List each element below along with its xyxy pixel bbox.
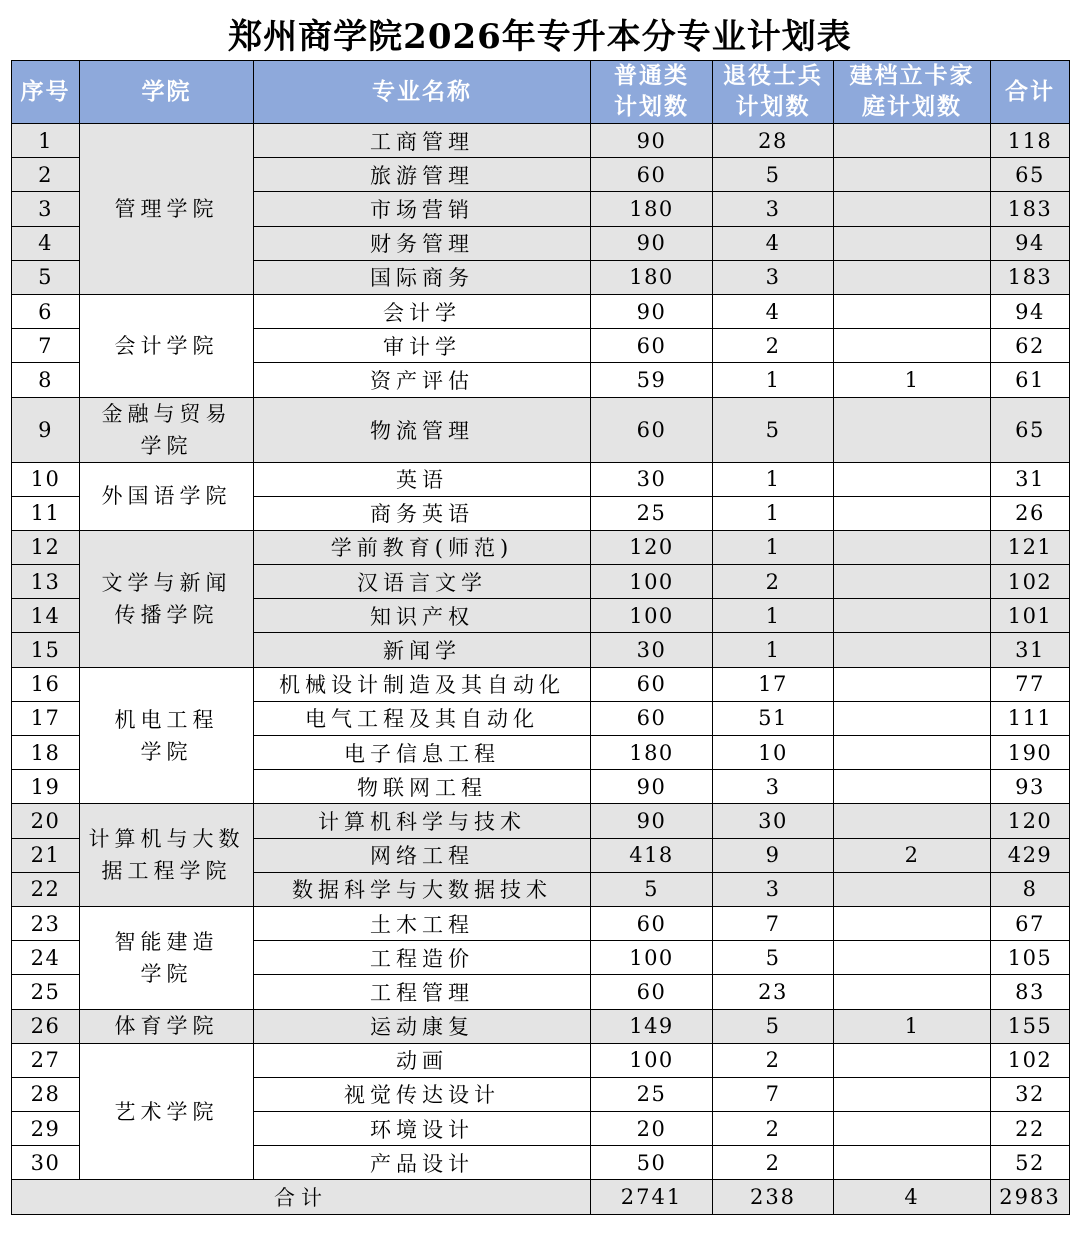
general-plan-cell: 60: [591, 158, 713, 192]
total-cell: 102: [991, 565, 1070, 599]
college-cell: [80, 1009, 254, 1043]
seq-cell: 17: [12, 701, 80, 735]
major-cell: 动画: [254, 1043, 591, 1077]
table-row: [12, 124, 1070, 158]
veteran-plan-cell: 2: [713, 1043, 834, 1077]
major-cell: 资产评估: [254, 363, 591, 397]
college-name-line: 据工程学院: [101, 859, 232, 884]
college-cell: [80, 804, 254, 907]
general-plan-cell: 180: [591, 260, 713, 294]
college-cell: [80, 294, 254, 397]
seq-cell: 19: [12, 770, 80, 804]
veteran-plan-cell: 5: [713, 158, 834, 192]
major-cell: 网络工程: [254, 838, 591, 872]
major-cell: 汉语言文学: [254, 565, 591, 599]
seq-cell: 9: [12, 397, 80, 462]
table-row: [12, 804, 1070, 838]
total-cell: 94: [991, 226, 1070, 260]
veteran-plan-cell: 30: [713, 804, 834, 838]
general-plan-cell: 90: [591, 124, 713, 158]
college-name-line: 金融与贸易: [101, 401, 232, 426]
seq-cell: 1: [12, 124, 80, 158]
total-cell: 61: [991, 363, 1070, 397]
header-college: 学院: [80, 61, 254, 124]
veteran-plan-cell: 5: [713, 1009, 834, 1043]
poverty-plan-cell: [834, 158, 991, 192]
total-cell: 67: [991, 906, 1070, 940]
veteran-plan-cell: 4: [713, 226, 834, 260]
poverty-plan-cell: [834, 294, 991, 328]
header-poverty-line-2: 庭计划数: [862, 94, 962, 120]
total-cell: 22: [991, 1112, 1070, 1146]
header-poverty-line-1: 建档立卡家: [849, 63, 975, 89]
total-cell: 77: [991, 667, 1070, 701]
poverty-plan-cell: [834, 1077, 991, 1111]
veteran-plan-cell: 1: [713, 496, 834, 530]
major-cell: 数据科学与大数据技术: [254, 872, 591, 906]
total-cell: 32: [991, 1077, 1070, 1111]
total-cell: 190: [991, 736, 1070, 770]
seq-cell: 30: [12, 1146, 80, 1180]
college-cell: [80, 530, 254, 667]
major-cell: 新闻学: [254, 633, 591, 667]
table-row: [12, 1009, 1070, 1043]
total-cell: 111: [991, 701, 1070, 735]
seq-cell: 27: [12, 1043, 80, 1077]
general-plan-cell: 30: [591, 633, 713, 667]
college-cell: [80, 124, 254, 295]
veteran-plan-cell: 17: [713, 667, 834, 701]
general-plan-cell: 149: [591, 1009, 713, 1043]
major-cell: 旅游管理: [254, 158, 591, 192]
header-general-line-2: 计划数: [614, 94, 689, 120]
major-cell: 环境设计: [254, 1112, 591, 1146]
major-cell: 产品设计: [254, 1146, 591, 1180]
general-plan-cell: 60: [591, 329, 713, 363]
major-cell: 财务管理: [254, 226, 591, 260]
table-row: [12, 462, 1070, 496]
college-cell: [80, 462, 254, 530]
poverty-plan-cell: [834, 804, 991, 838]
poverty-plan-cell: [834, 667, 991, 701]
table-row: [12, 397, 1070, 462]
poverty-plan-cell: [834, 633, 991, 667]
seq-cell: 16: [12, 667, 80, 701]
total-cell: 52: [991, 1146, 1070, 1180]
poverty-plan-cell: 1: [834, 363, 991, 397]
college-cell: [80, 397, 254, 462]
veteran-plan-cell: 2: [713, 565, 834, 599]
poverty-plan-cell: [834, 941, 991, 975]
page-title: 郑州商学院2026年专升本分专业计划表: [228, 16, 852, 57]
seq-cell: 5: [12, 260, 80, 294]
veteran-plan-cell: 2: [713, 1146, 834, 1180]
seq-cell: 28: [12, 1077, 80, 1111]
general-plan-cell: 25: [591, 1077, 713, 1111]
total-cell: 155: [991, 1009, 1070, 1043]
total-cell: 93: [991, 770, 1070, 804]
major-cell: 英语: [254, 462, 591, 496]
college-name-line: 计算机与大数: [88, 827, 245, 852]
veteran-plan-cell: 1: [713, 633, 834, 667]
general-plan-cell: 59: [591, 363, 713, 397]
total-cell: 65: [991, 158, 1070, 192]
seq-cell: 29: [12, 1112, 80, 1146]
seq-cell: 6: [12, 294, 80, 328]
seq-cell: 11: [12, 496, 80, 530]
veteran-plan-cell: 3: [713, 260, 834, 294]
poverty-plan-cell: [834, 124, 991, 158]
college-name-line: 学院: [140, 433, 193, 458]
veteran-plan-cell: 7: [713, 1077, 834, 1111]
major-cell: 审计学: [254, 329, 591, 363]
veteran-plan-cell: 7: [713, 906, 834, 940]
general-plan-cell: 100: [591, 565, 713, 599]
major-cell: 运动康复: [254, 1009, 591, 1043]
major-cell: 工商管理: [254, 124, 591, 158]
college-name-line: 体育学院: [114, 1014, 219, 1039]
major-cell: 电子信息工程: [254, 736, 591, 770]
seq-cell: 20: [12, 804, 80, 838]
header-general-line-1: 普通类: [614, 63, 689, 89]
total-cell: 429: [991, 838, 1070, 872]
veteran-plan-cell: 1: [713, 363, 834, 397]
header-row: [12, 61, 1070, 124]
veteran-plan-cell: 2: [713, 329, 834, 363]
general-plan-cell: 90: [591, 804, 713, 838]
general-plan-cell: 60: [591, 667, 713, 701]
header-seq: 序号: [12, 61, 80, 124]
general-plan-cell: 60: [591, 906, 713, 940]
seq-cell: 24: [12, 941, 80, 975]
major-cell: 商务英语: [254, 496, 591, 530]
major-cell: 物流管理: [254, 397, 591, 462]
header-general-plan: [591, 61, 713, 124]
header-veteran-line-1: 退役士兵: [723, 63, 823, 89]
total-cell: 101: [991, 599, 1070, 633]
general-plan-cell: 90: [591, 294, 713, 328]
general-plan-cell: 5: [591, 872, 713, 906]
general-plan-cell: 120: [591, 530, 713, 564]
major-cell: 市场营销: [254, 192, 591, 226]
major-cell: 国际商务: [254, 260, 591, 294]
general-plan-cell: 418: [591, 838, 713, 872]
poverty-plan-cell: 1: [834, 1009, 991, 1043]
total-cell: 26: [991, 496, 1070, 530]
seq-cell: 3: [12, 192, 80, 226]
major-cell: 工程管理: [254, 975, 591, 1009]
veteran-plan-cell: 3: [713, 872, 834, 906]
totals-total: 2983: [991, 1180, 1070, 1215]
total-cell: 31: [991, 633, 1070, 667]
general-plan-cell: 50: [591, 1146, 713, 1180]
college-name-line: 机电工程: [114, 707, 219, 732]
major-cell: 电气工程及其自动化: [254, 701, 591, 735]
poverty-plan-cell: [834, 1112, 991, 1146]
poverty-plan-cell: 2: [834, 838, 991, 872]
major-cell: 工程造价: [254, 941, 591, 975]
seq-cell: 14: [12, 599, 80, 633]
enrollment-plan-table: [11, 60, 1070, 1215]
seq-cell: 12: [12, 530, 80, 564]
veteran-plan-cell: 1: [713, 599, 834, 633]
total-cell: 62: [991, 329, 1070, 363]
college-name-line: 学院: [140, 961, 193, 986]
college-name-line: 传播学院: [114, 602, 219, 627]
veteran-plan-cell: 4: [713, 294, 834, 328]
veteran-plan-cell: 2: [713, 1112, 834, 1146]
total-cell: 65: [991, 397, 1070, 462]
totals-veteran: 238: [713, 1180, 834, 1215]
poverty-plan-cell: [834, 565, 991, 599]
general-plan-cell: 25: [591, 496, 713, 530]
seq-cell: 13: [12, 565, 80, 599]
veteran-plan-cell: 23: [713, 975, 834, 1009]
poverty-plan-cell: [834, 599, 991, 633]
major-cell: 视觉传达设计: [254, 1077, 591, 1111]
college-cell: [80, 1043, 254, 1180]
seq-cell: 26: [12, 1009, 80, 1043]
general-plan-cell: 30: [591, 462, 713, 496]
total-cell: 118: [991, 124, 1070, 158]
veteran-plan-cell: 3: [713, 770, 834, 804]
poverty-plan-cell: [834, 329, 991, 363]
total-cell: 31: [991, 462, 1070, 496]
table-row: [12, 1043, 1070, 1077]
poverty-plan-cell: [834, 1043, 991, 1077]
poverty-plan-cell: [834, 397, 991, 462]
totals-label: 合计: [12, 1180, 591, 1215]
poverty-plan-cell: [834, 192, 991, 226]
poverty-plan-cell: [834, 770, 991, 804]
general-plan-cell: 90: [591, 226, 713, 260]
major-cell: 土木工程: [254, 906, 591, 940]
table-row: [12, 294, 1070, 328]
header-veteran-plan: [713, 61, 834, 124]
table-body: [12, 124, 1070, 1180]
general-plan-cell: 180: [591, 192, 713, 226]
major-cell: 会计学: [254, 294, 591, 328]
total-cell: 102: [991, 1043, 1070, 1077]
poverty-plan-cell: [834, 226, 991, 260]
veteran-plan-cell: 9: [713, 838, 834, 872]
poverty-plan-cell: [834, 462, 991, 496]
general-plan-cell: 100: [591, 599, 713, 633]
table-row: [12, 906, 1070, 940]
college-name-line: 学院: [140, 739, 193, 764]
total-cell: 121: [991, 530, 1070, 564]
veteran-plan-cell: 5: [713, 397, 834, 462]
major-cell: 知识产权: [254, 599, 591, 633]
seq-cell: 2: [12, 158, 80, 192]
college-name-line: 艺术学院: [114, 1099, 219, 1124]
poverty-plan-cell: [834, 260, 991, 294]
total-cell: 183: [991, 260, 1070, 294]
veteran-plan-cell: 1: [713, 530, 834, 564]
total-cell: 8: [991, 872, 1070, 906]
totals-poverty: 4: [834, 1180, 991, 1215]
poverty-plan-cell: [834, 736, 991, 770]
total-cell: 183: [991, 192, 1070, 226]
totals-general: 2741: [591, 1180, 713, 1215]
seq-cell: 22: [12, 872, 80, 906]
poverty-plan-cell: [834, 872, 991, 906]
general-plan-cell: 60: [591, 975, 713, 1009]
poverty-plan-cell: [834, 1146, 991, 1180]
veteran-plan-cell: 51: [713, 701, 834, 735]
veteran-plan-cell: 28: [713, 124, 834, 158]
total-cell: 94: [991, 294, 1070, 328]
general-plan-cell: 60: [591, 701, 713, 735]
poverty-plan-cell: [834, 530, 991, 564]
general-plan-cell: 90: [591, 770, 713, 804]
college-name-line: 会计学院: [114, 333, 219, 358]
veteran-plan-cell: 1: [713, 462, 834, 496]
seq-cell: 7: [12, 329, 80, 363]
total-cell: 120: [991, 804, 1070, 838]
college-cell: [80, 667, 254, 804]
header-major: 专业名称: [254, 61, 591, 124]
veteran-plan-cell: 5: [713, 941, 834, 975]
general-plan-cell: 180: [591, 736, 713, 770]
general-plan-cell: 60: [591, 397, 713, 462]
header-poverty-plan: [834, 61, 991, 124]
seq-cell: 21: [12, 838, 80, 872]
totals-row: [12, 1180, 1070, 1215]
major-cell: 计算机科学与技术: [254, 804, 591, 838]
total-cell: 105: [991, 941, 1070, 975]
college-name-line: 文学与新闻: [101, 570, 232, 595]
college-name-line: 外国语学院: [101, 484, 232, 509]
poverty-plan-cell: [834, 906, 991, 940]
poverty-plan-cell: [834, 496, 991, 530]
seq-cell: 4: [12, 226, 80, 260]
major-cell: 学前教育(师范): [254, 530, 591, 564]
seq-cell: 15: [12, 633, 80, 667]
seq-cell: 25: [12, 975, 80, 1009]
table-row: [12, 530, 1070, 564]
total-cell: 83: [991, 975, 1070, 1009]
seq-cell: 18: [12, 736, 80, 770]
table-row: [12, 667, 1070, 701]
poverty-plan-cell: [834, 701, 991, 735]
college-name-line: 管理学院: [114, 196, 219, 221]
college-name-line: 智能建造: [114, 929, 219, 954]
header-total: 合计: [991, 61, 1070, 124]
major-cell: 机械设计制造及其自动化: [254, 667, 591, 701]
poverty-plan-cell: [834, 975, 991, 1009]
seq-cell: 23: [12, 906, 80, 940]
major-cell: 物联网工程: [254, 770, 591, 804]
seq-cell: 10: [12, 462, 80, 496]
general-plan-cell: 100: [591, 1043, 713, 1077]
veteran-plan-cell: 3: [713, 192, 834, 226]
veteran-plan-cell: 10: [713, 736, 834, 770]
general-plan-cell: 100: [591, 941, 713, 975]
general-plan-cell: 20: [591, 1112, 713, 1146]
seq-cell: 8: [12, 363, 80, 397]
header-veteran-line-2: 计划数: [735, 94, 811, 120]
college-cell: [80, 906, 254, 1009]
